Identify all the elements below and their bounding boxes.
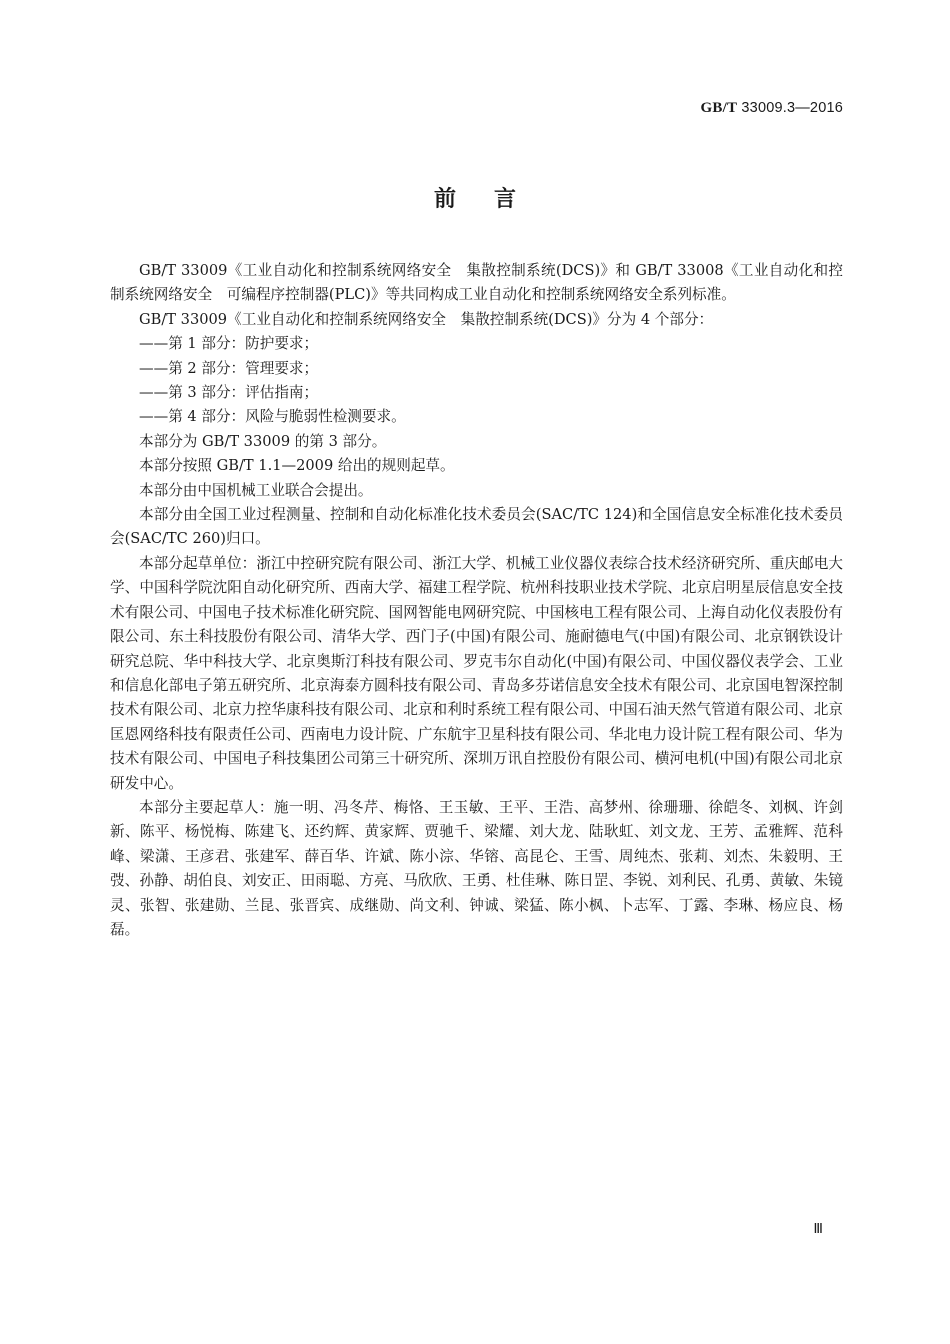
paragraph-series-intro: GB/T 33009《工业自动化和控制系统网络安全 集散控制系统(DCS)》和 GB/T 33008《工业自动化和控制系统网络安全 可编程序控制器(PLC)》等共同构成工业自动化和控制系统网络安全系列标准。 xyxy=(110,262,843,304)
page-number: Ⅲ xyxy=(813,1222,823,1237)
paragraph-drafters: 本部分主要起草人：施一明、冯冬芹、梅恪、王玉敏、王平、王浩、高梦州、徐珊珊、徐皑冬、刘枫、许剑新、陈平、杨悦梅、陈建飞、还约辉、黄家辉、贾驰千、梁耀、刘大龙、陆耿虹、刘文龙、王芳、孟雅辉、范科峰、梁潇、王彦君、张建军、薛百华、许斌、陈小淙、华镕、高昆仑、王雪、周纯杰、张莉、刘杰、朱毅明、王弢、孙静、胡伯良、刘安正、田雨聪、方亮、马欣欣、王勇、杜佳琳、陈日罡、李锐、刘利民、孔勇、黄敏、朱镜灵、张智、张建勋、兰昆、张晋宾、成继勋、尚文利、钟诚、梁猛、陈小枫、卜志军、丁露、李琳、杨应良、杨磊。 xyxy=(110,798,843,938)
standard-code xyxy=(701,100,843,117)
standard-number: 33009.3—2016 xyxy=(741,100,843,116)
list-item-part-1: ——第 1 部分：防护要求； xyxy=(139,335,319,353)
paragraph-parts-intro: GB/T 33009《工业自动化和控制系统网络安全 集散控制系统(DCS)》分为 4 个部分： xyxy=(139,310,714,328)
foreword-body xyxy=(110,259,843,942)
paragraph-proposer: 本部分由中国机械工业联合会提出。 xyxy=(139,481,373,499)
list-item-part-2: ——第 2 部分：管理要求； xyxy=(139,359,319,377)
paragraph-drafting-units: 本部分起草单位：浙江中控研究院有限公司、浙江大学、机械工业仪器仪表综合技术经济研究所、重庆邮电大学、中国科学院沈阳自动化研究所、西南大学、福建工程学院、杭州科技职业技术学院、北京启明星辰信息安全技术有限公司、中国电子技术标准化研究院、国网智能电网研究院、中国核电工程有限公司、上海自动化仪表股份有限公司、东土科技股份有限公司、清华大学、西门子(中国)有限公司、施耐德电气(中国)有限公司、北京钢铁设计研究总院、华中科技大学、北京奥斯汀科技有限公司、罗克韦尔自动化(中国)有限公司、中国仪器仪表学会、工业和信息化部电子第五研究所、北京海泰方圆科技有限公司、青岛多芬诺信息安全技术有限公司、北京国电智深控制技术有限公司、北京力控华康科技有限公司、北京和利时系统工程有限公司、中国石油天然气管道有限公司、北京匡恩网络科技有限责任公司、西南电力设计院、广东航宇卫星科技有限公司、华北电力设计院工程有限公司、华为技术有限公司、中国电子科技集团公司第三十研究所、深圳万讯自控股份有限公司、横河电机(中国)有限公司北京研发中心。 xyxy=(110,554,843,792)
paragraph-this-part: 本部分为 GB/T 33009 的第 3 部分。 xyxy=(139,432,387,450)
paragraph-committees: 本部分由全国工业过程测量、控制和自动化标准化技术委员会(SAC/TC 124)和全国信息安全标准化技术委员会(SAC/TC 260)归口。 xyxy=(110,506,843,548)
list-item-part-4: ——第 4 部分：风险与脆弱性检测要求。 xyxy=(139,408,406,426)
list-item-part-3: ——第 3 部分：评估指南； xyxy=(139,384,319,402)
paragraph-drafting-rules: 本部分按照 GB/T 1.1—2009 给出的规则起草。 xyxy=(139,457,455,475)
standard-prefix: GB/T xyxy=(700,100,738,116)
page-title: 前言 xyxy=(433,187,554,212)
